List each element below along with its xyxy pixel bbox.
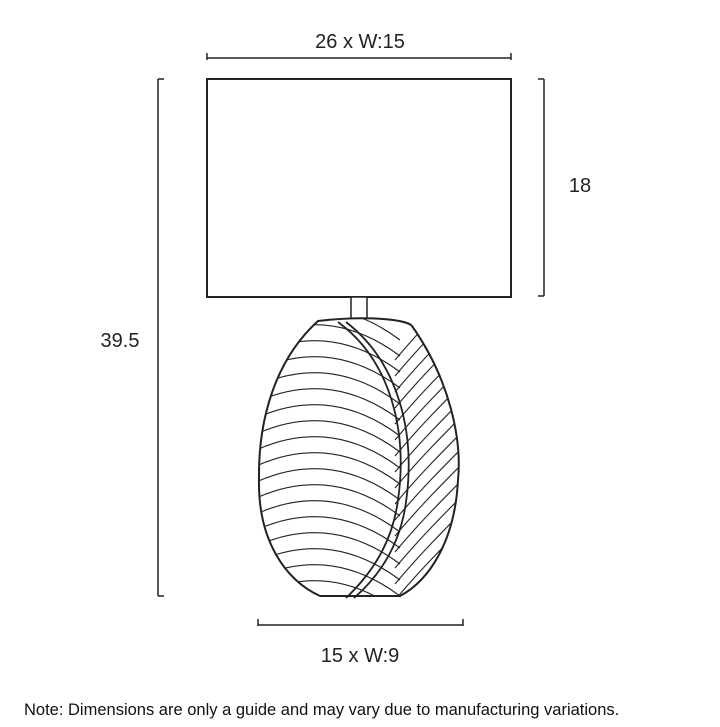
shade-width-dimension	[207, 53, 511, 60]
shade-height-dimension	[538, 79, 544, 296]
shade-width-label: 26 x W:15	[315, 31, 405, 53]
leaf-stripe-left	[250, 613, 400, 644]
base-width-dimension	[258, 619, 463, 626]
dimensions-note: Note: Dimensions are only a guide and may vary due to manufacturing variations.	[24, 701, 620, 719]
leaf-stripe-left	[250, 597, 400, 628]
lamp-neck	[342, 297, 376, 319]
total-height-label: 39.5	[100, 330, 140, 352]
shade-height-label: 18	[568, 175, 592, 197]
lamp-shade	[207, 79, 511, 297]
lamp-base	[250, 280, 470, 644]
total-height-dimension	[158, 79, 164, 596]
base-width-label: 15 x W:9	[320, 645, 400, 667]
